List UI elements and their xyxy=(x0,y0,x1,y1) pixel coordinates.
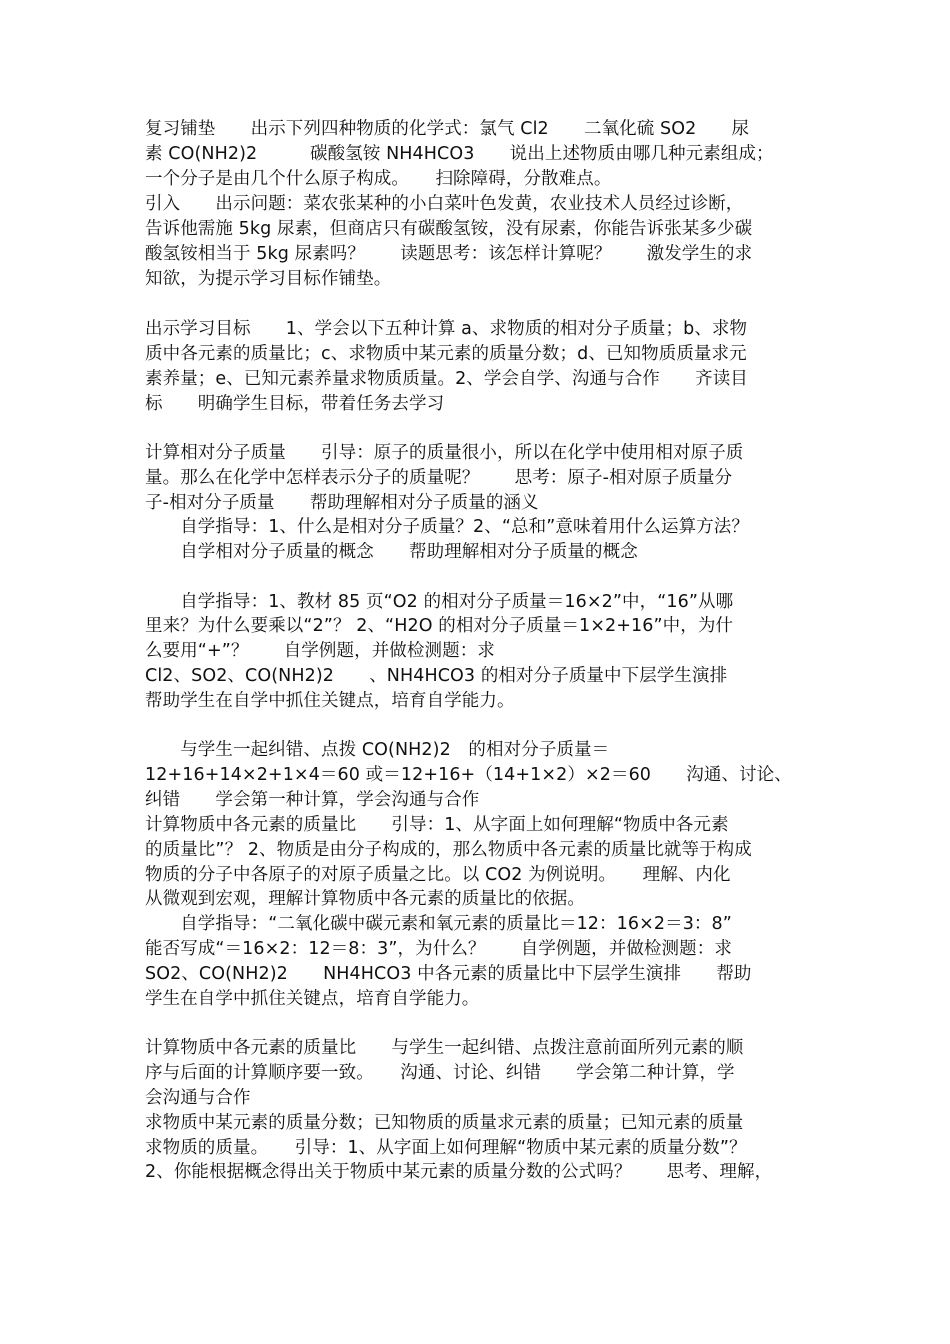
text-line: 么要用“+”？ 自学例题，并做检测题：求 xyxy=(145,641,495,661)
text-line: 12+16+14×2+1×4＝60 或＝12+16+（14+1×2）×2＝60 沟通、讨论、 xyxy=(145,765,792,785)
text-line: 告诉他需施 5kg 尿素，但商店只有碳酸氢铵，没有尿素，你能告诉张某多少碳 xyxy=(145,219,753,239)
text-line: 自学相对分子质量的概念 帮助理解相对分子质量的概念 xyxy=(145,542,638,562)
text-line: 引入 出示问题：菜农张某种的小白菜叶色发黄，农业技术人员经过诊断， xyxy=(145,194,744,214)
text-line: 计算物质中各元素的质量比 引导：1、从字面上如何理解“物质中各元素 xyxy=(145,815,729,835)
text-line: 复习铺垫 出示下列四种物质的化学式：氯气 Cl2 二氧化硫 SO2 尿 xyxy=(145,119,750,139)
text-line: 会沟通与合作 xyxy=(145,1088,251,1108)
text-line: 出示学习目标 1、学会以下五种计算 a、求物质的相对分子质量；b、求物 xyxy=(145,319,748,339)
text-line: 里来？为什么要乘以“2”？ 2、“H2O 的相对分子质量＝1×2+16”中，为什 xyxy=(145,616,734,636)
text-line: 素 CO(NH2)2 碳酸氢铵 NH4HCO3 说出上述物质由哪几种元素组成； xyxy=(145,144,774,164)
text-line: 帮助学生在自学中抓住关键点，培育自学能力。 xyxy=(145,691,515,711)
text-line: 序与后面的计算顺序要一致。 沟通、讨论、纠错 学会第二种计算，学 xyxy=(145,1063,735,1083)
text-line: 酸氢铵相当于 5kg 尿素吗？ 读题思考：该怎样计算呢？ 激发学生的求 xyxy=(145,244,753,264)
text-line: 从微观到宏观，理解计算物质中各元素的质量比的依据。 xyxy=(145,889,585,909)
text-line: SO2、CO(NH2)2 NH4HCO3 中各元素的质量比中下层学生演排 帮助 xyxy=(145,964,752,984)
text-line: 标 明确学生目标，带着任务去学习 xyxy=(145,394,445,414)
text-line: 求物质的质量。 引导：1、从字面上如何理解“物质中某元素的质量分数”？ xyxy=(145,1138,747,1158)
text-line: 物质的分子中各原子的对原子质量之比。以 CO2 为例说明。 理解、内化 xyxy=(145,865,731,885)
text-line: 纠错 学会第一种计算，学会沟通与合作 xyxy=(145,790,480,810)
text-line: 素养量；e、已知元素养量求物质质量。2、学会自学、沟通与合作 齐读目 xyxy=(145,369,748,389)
text-line: 质中各元素的质量比；c、求物质中某元素的质量分数；d、已知物质质量求元 xyxy=(145,344,747,364)
text-line: 与学生一起纠错、点拨 CO(NH2)2 的相对分子质量＝ xyxy=(145,740,610,760)
text-line: 自学指导：1、教材 85 页“O2 的相对分子质量＝16×2”中，“16”从哪 xyxy=(145,592,734,612)
text-line: 计算物质中各元素的质量比 与学生一起纠错、点拨注意前面所列元素的顺 xyxy=(145,1038,744,1058)
text-line: 量。那么在化学中怎样表示分子的质量呢？ 思考：原子-相对原子质量分 xyxy=(145,468,733,488)
text-line: 一个分子是由几个什么原子构成。 扫除障碍，分散难点。 xyxy=(145,169,612,189)
text-line: 的质量比”？ 2、物质是由分子构成的，那么物质中各元素的质量比就等于构成 xyxy=(145,840,752,860)
text-line: 求物质中某元素的质量分数；已知物质的质量求元素的质量；已知元素的质量 xyxy=(145,1113,744,1133)
text-line: 能否写成“＝16×2：12＝8：3”，为什么？ 自学例题，并做检测题：求 xyxy=(145,939,732,959)
text-line: 计算相对分子质量 引导：原子的质量很小，所以在化学中使用相对原子质 xyxy=(145,443,744,463)
text-line: 2、你能根据概念得出关于物质中某元素的质量分数的公式吗？ 思考、理解， xyxy=(145,1162,773,1182)
text-line: 自学指导：“二氧化碳中碳元素和氧元素的质量比＝12：16×2＝3：8” xyxy=(145,914,732,934)
text-line: Cl2、SO2、CO(NH2)2 、NH4HCO3 的相对分子质量中下层学生演排 xyxy=(145,666,728,686)
text-line: 学生在自学中抓住关键点，培育自学能力。 xyxy=(145,989,480,1009)
text-line: 自学指导：1、什么是相对分子质量？2、“总和”意味着用什么运算方法？ xyxy=(145,517,749,537)
text-line: 子-相对分子质量 帮助理解相对分子质量的涵义 xyxy=(145,493,539,513)
text-line: 知欲，为提示学习目标作铺垫。 xyxy=(145,269,392,289)
